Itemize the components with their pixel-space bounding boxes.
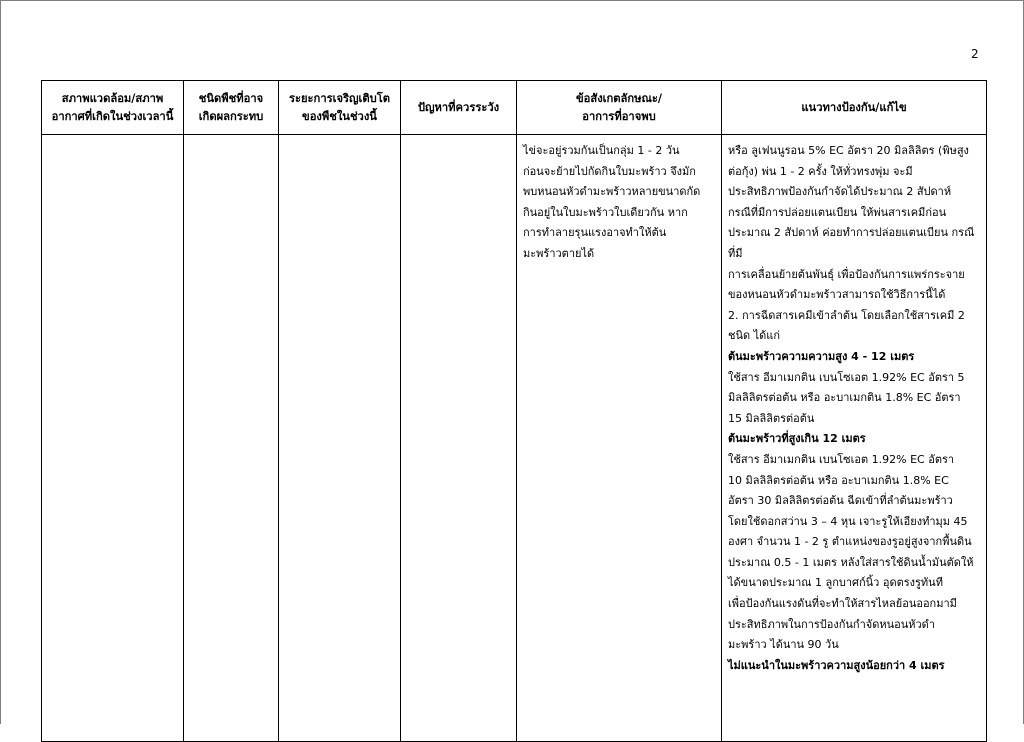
header-problem: ปัญหาที่ควรระวัง bbox=[401, 81, 517, 135]
prevention-para-3: ใช้สาร อีมาเมกติน เบนโซเอต 1.92% EC อัตรา 10 มิลลิลิตรต่อต้น หรือ อะบาเมกติน 1.8% EC อัตรา 30 มิลลิลิตรต่อต้น ฉีดเข้าที่ลำต้นมะพร้าว โดยใช้ดอกสว่าน 3 – 4 หุน เจาะรูให้เอียงทำมุม 45 องศา จำนวน 1 - 2 รู ตำแหน่งของรูอยู่สูงจากพื้นดิน ประมาณ 0.5 - 1 เมตร หลังใส่สารใช้ดินน้ำมันตัดให้ ได้ขนาดประมาณ 1 ลูกบาศก์นิ้ว อุดตรงรูทันที เพื่อป้องกันแรงดันที่จะทำให้สารไหลย้อนออกมามี ประสิทธิภาพในการป้องกันกำจัดหนอนหัวดำ มะพร้าว ได้นาน 90 วัน bbox=[728, 452, 974, 652]
header-prevention: แนวทางป้องกัน/แก้ไข bbox=[722, 81, 987, 135]
header-affected-crop: ชนิดพืชที่อาจ เกิดผลกระทบ bbox=[184, 81, 279, 135]
cell-growth-stage bbox=[279, 135, 401, 742]
cell-affected-crop bbox=[184, 135, 279, 742]
prevention-heading-4-12m: ต้นมะพร้าวความความสูง 4 - 12 เมตร bbox=[728, 349, 915, 363]
header-observation: ข้อสังเกตลักษณะ/ อาการที่อาจพบ bbox=[517, 81, 722, 135]
cell-observation bbox=[517, 135, 722, 742]
guidance-table bbox=[41, 80, 987, 742]
cell-environment bbox=[42, 135, 184, 742]
prevention-para-2: ใช้สาร อีมาเมกติน เบนโซเอต 1.92% EC อัตรา 5 มิลลิลิตรต่อต้น หรือ อะบาเมกติน 1.8% EC อัตรา 15 มิลลิลิตรต่อต้น bbox=[728, 370, 965, 425]
cell-problem bbox=[401, 135, 517, 742]
prevention-para-1: หรือ ลูเฟนนูรอน 5% EC อัตรา 20 มิลลิลิตร (พิษสูง ต่อกุ้ง) พ่น 1 - 2 ครั้ง ให้ทั่วทรงพุ่ม จะมี ประสิทธิภาพป้องกันกำจัดได้ประมาณ 2 สัปดาห์ กรณีที่มีการปล่อยแตนเบียน ให้พ่นสารเคมีก่อน ประมาณ 2 สัปดาห์ ค่อยทำการปล่อยแตนเบียน กรณีที่มี การเคลื่อนย้ายต้นพันธุ์ เพื่อป้องกันการแพร่กระจาย ของหนอนหัวดำมะพร้าวสามารถใช้วิธีการนี้ได้ 2. การฉีดสารเคมีเข้าลำต้น โดยเลือกใช้สารเคมี 2 ชนิด ได้แก่ bbox=[728, 144, 975, 343]
prevention-warning: ไม่แนะนำในมะพร้าวความสูงน้อยกว่า 4 เมตร bbox=[728, 658, 945, 672]
table-row bbox=[42, 135, 987, 742]
header-environment: สภาพแวดล้อม/สภาพ อากาศที่เกิดในช่วงเวลานี้ bbox=[42, 81, 184, 135]
table-header-row bbox=[42, 81, 987, 135]
prevention-heading-over-12m: ต้นมะพร้าวที่สูงเกิน 12 เมตร bbox=[728, 432, 866, 446]
cell-prevention bbox=[722, 135, 987, 742]
observation-text: ไข่จะอยู่รวมกันเป็นกลุ่ม 1 - 2 วัน ก่อนจะย้ายไปกัดกินใบมะพร้าว จึงมัก พบหนอนหัวดำมะพร้าวหลายขนาดกัด กินอยู่ในใบมะพร้าวใบเดียวกัน หาก การทำลายรุนแรงอาจทำให้ต้น มะพร้าวตายได้ bbox=[523, 144, 701, 260]
page-number: 2 bbox=[971, 47, 979, 61]
header-growth-stage: ระยะการเจริญเติบโต ของพืชในช่วงนี้ bbox=[279, 81, 401, 135]
